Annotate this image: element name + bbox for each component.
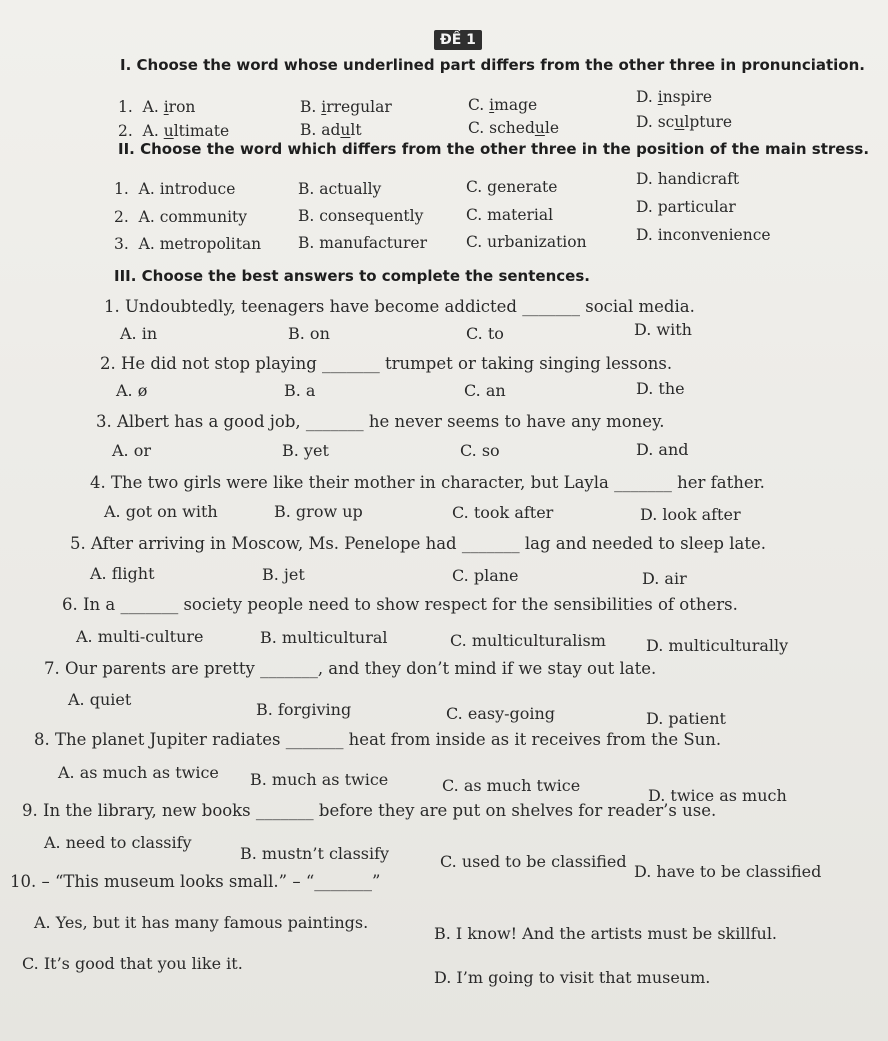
q9-option-d: D. have to be classified xyxy=(634,862,822,881)
stress-2-c: C. material xyxy=(466,206,554,224)
q2-option-a: A. ø xyxy=(116,381,148,400)
section-3-heading: III. Choose the best answers to complete the sentences. xyxy=(114,267,590,285)
pron-2-c: C. schedule xyxy=(468,119,559,137)
q7-option-a: A. quiet xyxy=(68,690,132,709)
question-10-stem: 10. – “This museum looks small.” – “_______” xyxy=(10,872,381,891)
q10-option-b: B. I know! And the artists must be skillful. xyxy=(434,924,778,943)
section-2-heading: II. Choose the word which differs from the other three in the position of the main stress. xyxy=(118,140,870,158)
q5-option-b: B. jet xyxy=(262,565,305,584)
question-3-stem: 3. Albert has a good job, _______ he never seems to have any money. xyxy=(96,412,665,431)
question-7-stem: 7. Our parents are pretty _______, and they don’t mind if we stay out late. xyxy=(44,659,657,678)
pron-2-a: 2. A. ultimate xyxy=(118,122,230,140)
q9-option-a: A. need to classify xyxy=(44,833,192,852)
q8-option-b: B. much as twice xyxy=(250,770,389,789)
q6-option-d: D. multiculturally xyxy=(646,636,789,655)
pron-2-d: D. sculpture xyxy=(636,113,733,131)
q1-option-b: B. on xyxy=(288,324,330,343)
q1-option-d: D. with xyxy=(634,320,692,339)
question-5-stem: 5. After arriving in Moscow, Ms. Penelope had _______ lag and needed to sleep late. xyxy=(70,534,766,553)
pron-1-c: C. image xyxy=(468,96,538,114)
stress-2-d: D. particular xyxy=(636,198,736,216)
q6-option-c: C. multiculturalism xyxy=(450,631,606,650)
q10-option-d: D. I’m going to visit that museum. xyxy=(434,968,711,987)
pron-1-b: B. irregular xyxy=(300,98,392,116)
q3-option-a: A. or xyxy=(112,441,152,460)
q2-option-d: D. the xyxy=(636,379,685,398)
pron-1-d: D. inspire xyxy=(636,88,713,106)
stress-1-b: B. actually xyxy=(298,180,382,198)
q4-option-d: D. look after xyxy=(640,505,741,524)
stress-3-c: C. urbanization xyxy=(466,233,587,251)
q8-option-d: D. twice as much xyxy=(648,786,787,805)
q2-option-c: C. an xyxy=(464,381,506,400)
stress-2-b: B. consequently xyxy=(298,207,424,225)
q4-option-c: C. took after xyxy=(452,503,554,522)
question-4-stem: 4. The two girls were like their mother in character, but Layla _______ her father. xyxy=(90,473,765,492)
q5-option-a: A. flight xyxy=(90,564,155,583)
question-8-stem: 8. The planet Jupiter radiates _______ heat from inside as it receives from the Sun. xyxy=(34,730,722,749)
q9-option-b: B. mustn’t classify xyxy=(240,844,390,863)
stress-1-d: D. handicraft xyxy=(636,170,740,188)
question-2-stem: 2. He did not stop playing _______ trumpet or taking singing lessons. xyxy=(100,354,673,373)
q7-option-c: C. easy-going xyxy=(446,704,556,723)
q2-option-b: B. a xyxy=(284,381,316,400)
q10-option-c: C. It’s good that you like it. xyxy=(22,954,243,973)
stress-3-b: B. manufacturer xyxy=(298,234,428,252)
q9-option-c: C. used to be classified xyxy=(440,852,627,871)
q4-option-a: A. got on with xyxy=(104,502,218,521)
q3-option-c: C. so xyxy=(460,441,500,460)
q10-option-a: A. Yes, but it has many famous paintings. xyxy=(34,913,369,932)
section-1-heading: I. Choose the word whose underlined part differs from the other three in pronunciation. xyxy=(120,56,865,74)
question-9-stem: 9. In the library, new books _______ before they are put on shelves for reader’s use. xyxy=(22,801,717,820)
pron-2-b: B. adult xyxy=(300,121,362,139)
stress-1-a: 1. A. introduce xyxy=(114,180,236,198)
stress-1-c: C. generate xyxy=(466,178,558,196)
stress-2-a: 2. A. community xyxy=(114,208,248,226)
stress-3-a: 3. A. metropolitan xyxy=(114,235,262,253)
q5-option-d: D. air xyxy=(642,569,687,588)
q3-option-d: D. and xyxy=(636,440,689,459)
stress-3-d: D. inconvenience xyxy=(636,226,771,244)
q3-option-b: B. yet xyxy=(282,441,329,460)
q8-option-c: C. as much twice xyxy=(442,776,581,795)
q8-option-a: A. as much as twice xyxy=(58,763,219,782)
q6-option-b: B. multicultural xyxy=(260,628,388,647)
q5-option-c: C. plane xyxy=(452,566,519,585)
q7-option-d: D. patient xyxy=(646,709,726,728)
pron-1-a: 1. A. iron xyxy=(118,98,196,116)
question-1-stem: 1. Undoubtedly, teenagers have become addicted _______ social media. xyxy=(104,297,695,316)
q7-option-b: B. forgiving xyxy=(256,700,352,719)
q6-option-a: A. multi-culture xyxy=(76,627,204,646)
q1-option-a: A. in xyxy=(120,324,158,343)
exam-badge: ĐỀ 1 xyxy=(434,30,482,50)
q4-option-b: B. grow up xyxy=(274,502,363,521)
question-6-stem: 6. In a _______ society people need to show respect for the sensibilities of others. xyxy=(62,595,738,614)
q1-option-c: C. to xyxy=(466,324,504,343)
